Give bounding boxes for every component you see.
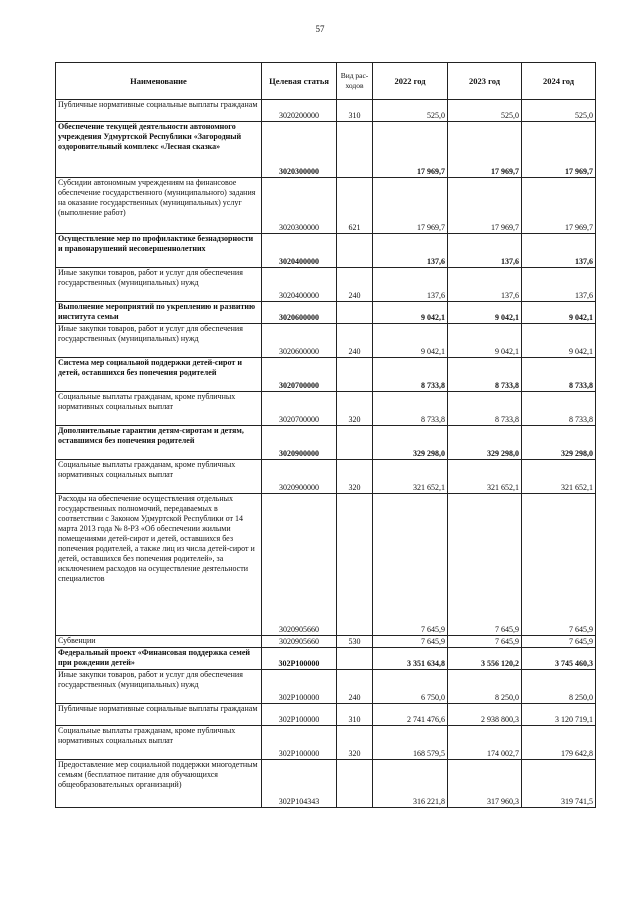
row-value-2023: 525,0 [448,100,522,122]
table-row [56,704,596,726]
row-vr: 240 [337,670,373,704]
row-value-2023: 7 645,9 [448,636,522,648]
row-code: 3020905660 [262,636,337,648]
row-value-2023: 8 733,8 [448,392,522,426]
row-code: 302P100000 [262,704,337,726]
row-vr [337,494,373,636]
row-vr: 530 [337,636,373,648]
row-value-2022: 2 741 476,6 [373,704,448,726]
row-value-2022: 6 750,0 [373,670,448,704]
row-value-2024: 17 969,7 [522,122,596,178]
row-value-2024: 525,0 [522,100,596,122]
row-code: 3020900000 [262,426,337,460]
row-code: 3020400000 [262,234,337,268]
row-name: Иные закупки товаров, работ и услуг для обеспечения государственных (муниципальных) нужд [56,670,262,704]
row-value-2022: 321 652,1 [373,460,448,494]
row-name: Социальные выплаты гражданам, кроме публичных нормативных социальных выплат [56,726,262,760]
row-value-2024: 8 250,0 [522,670,596,704]
row-value-2023: 8 250,0 [448,670,522,704]
header-vr: Вид рас-ходов [337,63,373,100]
row-value-2022: 168 579,5 [373,726,448,760]
table-row [56,760,596,808]
row-vr: 310 [337,704,373,726]
row-code: 3020300000 [262,122,337,178]
row-value-2024: 8 733,8 [522,358,596,392]
table-row [56,324,596,358]
row-value-2022: 3 351 634,8 [373,648,448,670]
row-vr [337,122,373,178]
row-value-2022: 7 645,9 [373,494,448,636]
row-value-2023: 8 733,8 [448,358,522,392]
row-value-2024: 3 745 460,3 [522,648,596,670]
row-name: Публичные нормативные социальные выплаты гражданам [56,704,262,726]
row-name: Выполнение мероприятий по укреплению и развитию института семьи [56,302,262,324]
row-value-2023: 2 938 800,3 [448,704,522,726]
row-value-2023: 174 002,7 [448,726,522,760]
row-value-2022: 525,0 [373,100,448,122]
row-name: Обеспечение текущей деятельности автономного учреждения Удмуртской Республики «Загородный оздоровительный комплекс «Лесная сказка» [56,122,262,178]
row-vr [337,234,373,268]
row-name: Дополнительные гарантии детям-сиротам и детям, оставшимся без попечения родителей [56,426,262,460]
row-name: Социальные выплаты гражданам, кроме публичных нормативных социальных выплат [56,392,262,426]
row-value-2023: 17 969,7 [448,122,522,178]
row-value-2022: 9 042,1 [373,302,448,324]
row-vr: 320 [337,726,373,760]
row-code: 3020905660 [262,494,337,636]
row-value-2022: 17 969,7 [373,178,448,234]
table-row [56,460,596,494]
row-name: Субвенции [56,636,262,648]
row-name: Система мер социальной поддержки детей-сирот и детей, оставшихся без попечения родителей [56,358,262,392]
row-value-2024: 137,6 [522,268,596,302]
row-code: 3020400000 [262,268,337,302]
row-vr [337,760,373,808]
table-row [56,178,596,234]
row-value-2024: 3 120 719,1 [522,704,596,726]
header-row [56,63,596,100]
table-row [56,494,596,636]
row-value-2023: 321 652,1 [448,460,522,494]
row-value-2022: 8 733,8 [373,358,448,392]
row-value-2022: 8 733,8 [373,392,448,426]
table-row [56,100,596,122]
table-row [56,234,596,268]
row-name: Расходы на обеспечение осуществления отдельных государственных полномочий, передаваемых в соответствии с Законом Удмуртской Республики от 14 марта 2013 года № 8-РЗ «Об обеспечении жилыми помещениями детей-сирот и детей, оставшихся без попечения родителей, а также лиц из числа детей-сирот и детей, оставшихся без попечения родителей», за исключением расходов на осуществление деятельности специалистов [56,494,262,636]
table-row [56,426,596,460]
row-vr: 310 [337,100,373,122]
header-2022: 2022 год [373,63,448,100]
row-vr: 621 [337,178,373,234]
row-code: 302P100000 [262,726,337,760]
budget-table [55,62,596,808]
row-value-2024: 7 645,9 [522,494,596,636]
row-code: 3020600000 [262,324,337,358]
row-name: Федеральный проект «Финансовая поддержка семей при рождении детей» [56,648,262,670]
row-code: 3020700000 [262,358,337,392]
row-value-2023: 137,6 [448,268,522,302]
row-name: Субсидии автономным учреждениям на финансовое обеспечение государственного (муниципального) задания на оказание государственных (муниципальных) услуг (выполнение работ) [56,178,262,234]
table-row [56,358,596,392]
header-2024: 2024 год [522,63,596,100]
row-name: Социальные выплаты гражданам, кроме публичных нормативных социальных выплат [56,460,262,494]
header-name: Наименование [56,63,262,100]
row-value-2022: 137,6 [373,234,448,268]
table-row [56,726,596,760]
row-vr [337,648,373,670]
row-code: 3020300000 [262,178,337,234]
row-value-2022: 7 645,9 [373,636,448,648]
header-2023: 2023 год [448,63,522,100]
row-value-2022: 137,6 [373,268,448,302]
row-value-2023: 3 556 120,2 [448,648,522,670]
table-row [56,122,596,178]
row-value-2022: 17 969,7 [373,122,448,178]
row-vr [337,426,373,460]
row-code: 302P100000 [262,648,337,670]
row-name: Осуществление мер по профилактике безнадзорности и правонарушений несовершеннолетних [56,234,262,268]
table-row [56,636,596,648]
row-name: Публичные нормативные социальные выплаты гражданам [56,100,262,122]
row-code: 3020900000 [262,460,337,494]
table-row [56,392,596,426]
row-code: 3020200000 [262,100,337,122]
row-value-2024: 321 652,1 [522,460,596,494]
row-vr: 320 [337,460,373,494]
row-value-2024: 137,6 [522,234,596,268]
row-value-2023: 9 042,1 [448,302,522,324]
row-value-2022: 329 298,0 [373,426,448,460]
row-name: Иные закупки товаров, работ и услуг для обеспечения государственных (муниципальных) нужд [56,268,262,302]
row-code: 3020700000 [262,392,337,426]
row-value-2023: 137,6 [448,234,522,268]
row-value-2024: 7 645,9 [522,636,596,648]
page-number: 57 [315,24,325,34]
row-vr [337,302,373,324]
row-value-2024: 9 042,1 [522,324,596,358]
row-value-2024: 17 969,7 [522,178,596,234]
row-value-2023: 17 969,7 [448,178,522,234]
row-code: 302P100000 [262,670,337,704]
table-row [56,648,596,670]
row-code: 302P104343 [262,760,337,808]
row-value-2024: 319 741,5 [522,760,596,808]
row-vr: 240 [337,324,373,358]
row-name: Иные закупки товаров, работ и услуг для обеспечения государственных (муниципальных) нужд [56,324,262,358]
table-row [56,670,596,704]
row-value-2023: 329 298,0 [448,426,522,460]
row-name: Предоставление мер социальной поддержки многодетным семьям (бесплатное питание для обучающихся общеобразовательных организаций) [56,760,262,808]
row-value-2023: 7 645,9 [448,494,522,636]
row-value-2023: 9 042,1 [448,324,522,358]
row-code: 3020600000 [262,302,337,324]
row-vr: 240 [337,268,373,302]
table-row [56,268,596,302]
row-value-2024: 179 642,8 [522,726,596,760]
row-vr [337,358,373,392]
row-value-2022: 9 042,1 [373,324,448,358]
row-value-2024: 9 042,1 [522,302,596,324]
header-code: Целевая статья [262,63,337,100]
row-vr: 320 [337,392,373,426]
table-row [56,302,596,324]
row-value-2024: 8 733,8 [522,392,596,426]
row-value-2023: 317 960,3 [448,760,522,808]
row-value-2022: 316 221,8 [373,760,448,808]
row-value-2024: 329 298,0 [522,426,596,460]
